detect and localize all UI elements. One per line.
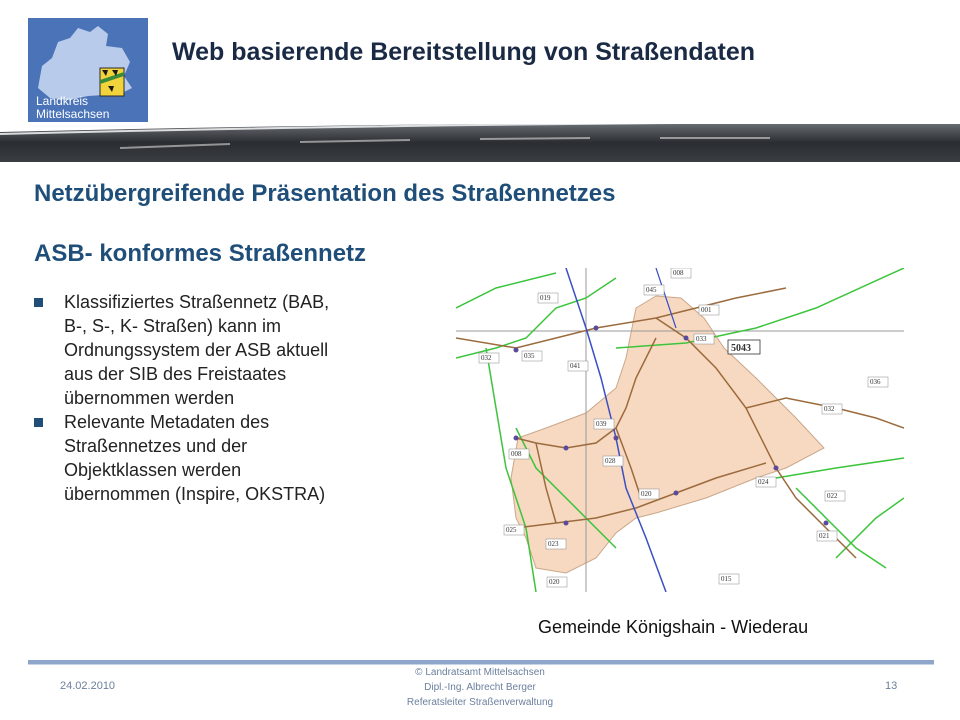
map-label: 008 bbox=[511, 450, 522, 458]
square-bullet-icon bbox=[34, 418, 43, 427]
map-label: 036 bbox=[870, 378, 881, 386]
bullet-line: Klassifiziertes Straßennetz (BAB, bbox=[64, 292, 330, 312]
bullet-item bbox=[34, 290, 434, 410]
road-network-map bbox=[456, 268, 904, 592]
map-label: 041 bbox=[570, 362, 581, 370]
map-caption: Gemeinde Königshain - Wiederau bbox=[538, 617, 809, 637]
logo-text-line1: Landkreis bbox=[36, 94, 89, 108]
footer-credit-line: Referatsleiter Straßenverwaltung bbox=[406, 697, 554, 708]
bullet-line: Objektklassen werden bbox=[64, 460, 242, 480]
footer-credits bbox=[360, 665, 600, 710]
map-label: 028 bbox=[605, 457, 616, 465]
bullet-line: übernommen werden bbox=[64, 388, 235, 408]
map-label: 022 bbox=[827, 492, 838, 500]
footer-date: 24.02.2010 bbox=[60, 680, 116, 692]
map-label: 039 bbox=[596, 420, 607, 428]
bullet-line: Ordnungssystem der ASB aktuell bbox=[64, 340, 329, 360]
map-label: 035 bbox=[524, 352, 535, 360]
landkreis-mittelsachsen-logo bbox=[28, 18, 148, 122]
road-banner bbox=[0, 124, 960, 162]
bullet-line: Relevante Metadaten des bbox=[64, 412, 270, 432]
page-number: 13 bbox=[885, 680, 898, 692]
logo-text-line2: Mittelsachsen bbox=[36, 107, 110, 121]
map-label: 001 bbox=[701, 306, 712, 314]
bullet-list bbox=[34, 290, 434, 506]
bullet-line: B-, S-, K- Straßen) kann im bbox=[64, 316, 282, 336]
map-label: 025 bbox=[506, 526, 517, 534]
map-label: 032 bbox=[481, 354, 492, 362]
map-label: 020 bbox=[641, 490, 652, 498]
map-label: 023 bbox=[548, 540, 559, 548]
bullet-line: übernommen (Inspire, OKSTRA) bbox=[64, 484, 326, 504]
map-label: 045 bbox=[646, 286, 657, 294]
bullet-line: Straßennetzes und der bbox=[64, 436, 248, 456]
map-label: 020 bbox=[549, 578, 560, 586]
map-label: 033 bbox=[696, 335, 707, 343]
map-label: 021 bbox=[819, 532, 830, 540]
bullet-item bbox=[34, 410, 434, 506]
bullet-line: aus der SIB des Freistaates bbox=[64, 364, 287, 384]
section-heading: Netzübergreifende Präsentation des Straßennetzes bbox=[34, 180, 616, 207]
square-bullet-icon bbox=[34, 298, 43, 307]
map-label: 019 bbox=[540, 294, 551, 302]
slide-title: Web basierende Bereitstellung von Straßendaten bbox=[172, 38, 756, 66]
footer-credit-line: © Landratsamt Mittelsachsen bbox=[415, 667, 545, 678]
map-label: 5043 bbox=[731, 343, 751, 354]
footer-credit-line: Dipl.-Ing. Albrecht Berger bbox=[424, 682, 536, 693]
map-label: 015 bbox=[721, 575, 732, 583]
map-label: 008 bbox=[673, 269, 684, 277]
map-label: 032 bbox=[824, 405, 835, 413]
subsection-heading: ASB- konformes Straßennetz bbox=[34, 240, 367, 267]
map-label: 024 bbox=[758, 478, 769, 486]
